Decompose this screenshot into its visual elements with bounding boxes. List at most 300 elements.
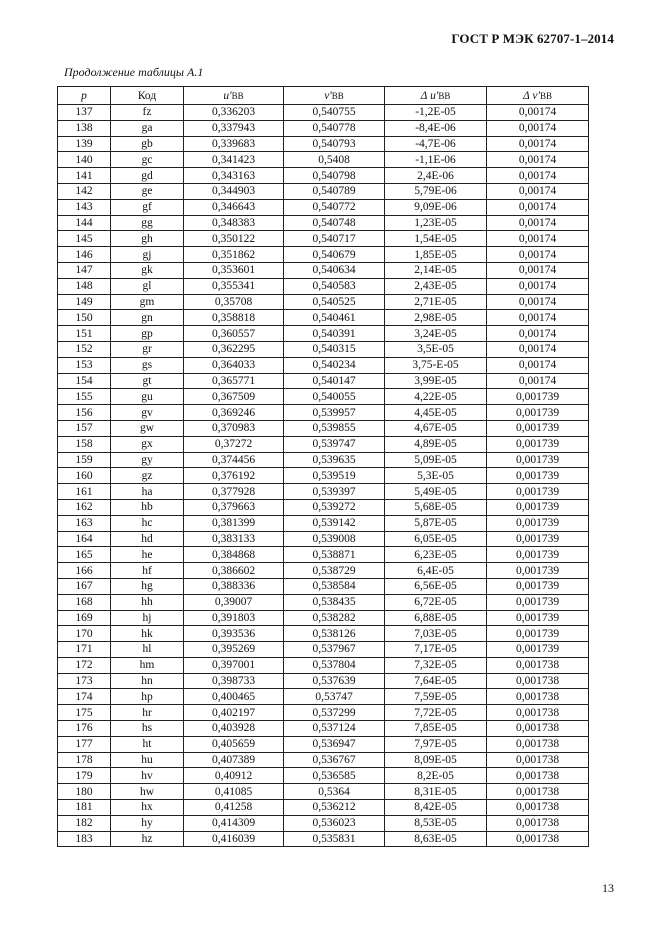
cell-u: 0,379663 [184, 499, 284, 515]
cell-v: 0,540315 [284, 341, 385, 357]
table-row [58, 183, 589, 199]
cell-delta-v: 0,001738 [487, 800, 589, 816]
cell-code: hu [111, 752, 184, 768]
table-row [58, 831, 589, 847]
cell-code: ht [111, 736, 184, 752]
table-row [58, 499, 589, 515]
cell-delta-v: 0,00174 [487, 168, 589, 184]
cell-p: 142 [58, 183, 111, 199]
cell-delta-u: 6,05E-05 [385, 531, 487, 547]
cell-delta-v: 0,00174 [487, 262, 589, 278]
table-row [58, 215, 589, 231]
cell-v: 0,540391 [284, 326, 385, 342]
cell-u: 0,346643 [184, 199, 284, 215]
table-row [58, 436, 589, 452]
cell-p: 167 [58, 578, 111, 594]
cell-p: 182 [58, 815, 111, 831]
cell-code: hb [111, 499, 184, 515]
cell-u: 0,376192 [184, 468, 284, 484]
cell-code: hf [111, 563, 184, 579]
cell-code: hs [111, 721, 184, 737]
cell-u: 0,384868 [184, 547, 284, 563]
table-row [58, 341, 589, 357]
cell-v: 0,538729 [284, 563, 385, 579]
cell-p: 164 [58, 531, 111, 547]
cell-v: 0,538282 [284, 610, 385, 626]
cell-v: 0,540717 [284, 231, 385, 247]
cell-p: 138 [58, 120, 111, 136]
cell-delta-v: 0,001739 [487, 515, 589, 531]
cell-v: 0,536023 [284, 815, 385, 831]
cell-v: 0,537804 [284, 657, 385, 673]
table-row [58, 247, 589, 263]
cell-v: 0,540679 [284, 247, 385, 263]
cell-delta-v: 0,001738 [487, 831, 589, 847]
cell-p: 157 [58, 420, 111, 436]
cell-delta-v: 0,00174 [487, 120, 589, 136]
col-header-u: u'BB [184, 87, 284, 105]
cell-p: 170 [58, 626, 111, 642]
cell-p: 149 [58, 294, 111, 310]
cell-u: 0,369246 [184, 405, 284, 421]
cell-delta-v: 0,00174 [487, 341, 589, 357]
cell-v: 0,540055 [284, 389, 385, 405]
cell-delta-u: 1,85E-05 [385, 247, 487, 263]
cell-code: hv [111, 768, 184, 784]
cell-delta-v: 0,00174 [487, 357, 589, 373]
cell-u: 0,351862 [184, 247, 284, 263]
cell-u: 0,358818 [184, 310, 284, 326]
cell-delta-u: -1,1E-06 [385, 152, 487, 168]
cell-p: 161 [58, 484, 111, 500]
cell-delta-u: -4,7E-06 [385, 136, 487, 152]
cell-u: 0,35708 [184, 294, 284, 310]
table-row [58, 262, 589, 278]
cell-delta-u: 3,24E-05 [385, 326, 487, 342]
cell-code: hk [111, 626, 184, 642]
table-row [58, 326, 589, 342]
cell-delta-u: 7,59E-05 [385, 689, 487, 705]
cell-v: 0,540789 [284, 183, 385, 199]
cell-delta-v: 0,00174 [487, 215, 589, 231]
cell-v: 0,539272 [284, 499, 385, 515]
table-row [58, 278, 589, 294]
cell-delta-u: 6,88E-05 [385, 610, 487, 626]
cell-u: 0,40912 [184, 768, 284, 784]
table-row [58, 800, 589, 816]
cell-u: 0,37272 [184, 436, 284, 452]
table-row [58, 531, 589, 547]
cell-v: 0,539142 [284, 515, 385, 531]
table-row [58, 310, 589, 326]
cell-v: 0,536212 [284, 800, 385, 816]
cell-p: 172 [58, 657, 111, 673]
cell-p: 145 [58, 231, 111, 247]
cell-code: gu [111, 389, 184, 405]
cell-delta-v: 0,001739 [487, 626, 589, 642]
cell-delta-v: 0,00174 [487, 231, 589, 247]
table-caption: Продолжение таблицы А.1 [64, 65, 204, 79]
cell-u: 0,402197 [184, 705, 284, 721]
cell-delta-v: 0,001739 [487, 452, 589, 468]
cell-v: 0,537639 [284, 673, 385, 689]
cell-v: 0,535831 [284, 831, 385, 847]
col-header-code: Код [111, 87, 184, 105]
cell-p: 151 [58, 326, 111, 342]
table-row [58, 547, 589, 563]
cell-u: 0,370983 [184, 420, 284, 436]
cell-delta-v: 0,00174 [487, 278, 589, 294]
cell-delta-u: 2,4E-06 [385, 168, 487, 184]
cell-delta-v: 0,001739 [487, 484, 589, 500]
cell-code: hy [111, 815, 184, 831]
cell-delta-v: 0,001738 [487, 657, 589, 673]
table-row [58, 563, 589, 579]
cell-v: 0,539855 [284, 420, 385, 436]
cell-delta-v: 0,001738 [487, 689, 589, 705]
cell-delta-u: 3,5E-05 [385, 341, 487, 357]
cell-u: 0,39007 [184, 594, 284, 610]
cell-v: 0,537299 [284, 705, 385, 721]
cell-delta-u: 6,23E-05 [385, 547, 487, 563]
cell-code: gf [111, 199, 184, 215]
cell-v: 0,539519 [284, 468, 385, 484]
cell-v: 0,537967 [284, 642, 385, 658]
cell-delta-u: 7,72E-05 [385, 705, 487, 721]
table-row [58, 389, 589, 405]
cell-v: 0,540583 [284, 278, 385, 294]
cell-delta-v: 0,00174 [487, 326, 589, 342]
cell-p: 166 [58, 563, 111, 579]
cell-delta-u: 8,09E-05 [385, 752, 487, 768]
cell-delta-u: 7,64E-05 [385, 673, 487, 689]
cell-delta-u: 2,71E-05 [385, 294, 487, 310]
cell-p: 160 [58, 468, 111, 484]
cell-u: 0,336203 [184, 105, 284, 121]
cell-v: 0,53747 [284, 689, 385, 705]
cell-v: 0,540147 [284, 373, 385, 389]
cell-code: gh [111, 231, 184, 247]
table-row [58, 515, 589, 531]
cell-p: 150 [58, 310, 111, 326]
cell-delta-u: 1,54E-05 [385, 231, 487, 247]
cell-v: 0,536947 [284, 736, 385, 752]
table-row [58, 357, 589, 373]
cell-u: 0,364033 [184, 357, 284, 373]
cell-delta-v: 0,00174 [487, 373, 589, 389]
cell-delta-v: 0,00174 [487, 152, 589, 168]
cell-u: 0,395269 [184, 642, 284, 658]
cell-p: 144 [58, 215, 111, 231]
cell-delta-v: 0,001739 [487, 578, 589, 594]
table-row [58, 152, 589, 168]
cell-delta-u: 3,75-E-05 [385, 357, 487, 373]
cell-v: 0,538126 [284, 626, 385, 642]
cell-p: 163 [58, 515, 111, 531]
cell-u: 0,350122 [184, 231, 284, 247]
cell-delta-u: 5,79E-06 [385, 183, 487, 199]
cell-p: 165 [58, 547, 111, 563]
cell-delta-v: 0,00174 [487, 183, 589, 199]
cell-code: hw [111, 784, 184, 800]
cell-code: hx [111, 800, 184, 816]
cell-delta-v: 0,00174 [487, 247, 589, 263]
cell-p: 162 [58, 499, 111, 515]
cell-delta-v: 0,001739 [487, 499, 589, 515]
cell-v: 0,540634 [284, 262, 385, 278]
table-row [58, 578, 589, 594]
cell-delta-u: 6,4E-05 [385, 563, 487, 579]
cell-delta-u: 5,87E-05 [385, 515, 487, 531]
cell-p: 147 [58, 262, 111, 278]
cell-delta-v: 0,001739 [487, 468, 589, 484]
cell-delta-u: 7,97E-05 [385, 736, 487, 752]
col-header-p: p [58, 87, 111, 105]
cell-delta-u: -8,4E-06 [385, 120, 487, 136]
cell-u: 0,344903 [184, 183, 284, 199]
cell-u: 0,355341 [184, 278, 284, 294]
cell-v: 0,539008 [284, 531, 385, 547]
cell-delta-u: 5,49E-05 [385, 484, 487, 500]
cell-code: gp [111, 326, 184, 342]
cell-v: 0,540755 [284, 105, 385, 121]
cell-u: 0,405659 [184, 736, 284, 752]
cell-p: 140 [58, 152, 111, 168]
cell-p: 137 [58, 105, 111, 121]
cell-code: hz [111, 831, 184, 847]
cell-code: gl [111, 278, 184, 294]
cell-v: 0,5408 [284, 152, 385, 168]
cell-delta-v: 0,001738 [487, 815, 589, 831]
cell-p: 177 [58, 736, 111, 752]
cell-code: hj [111, 610, 184, 626]
cell-delta-u: -1,2E-05 [385, 105, 487, 121]
cell-v: 0,536585 [284, 768, 385, 784]
cell-u: 0,414309 [184, 815, 284, 831]
cell-u: 0,374456 [184, 452, 284, 468]
table-row [58, 594, 589, 610]
cell-v: 0,540772 [284, 199, 385, 215]
table-row [58, 736, 589, 752]
cell-p: 148 [58, 278, 111, 294]
cell-delta-v: 0,00174 [487, 136, 589, 152]
cell-p: 158 [58, 436, 111, 452]
table-row [58, 815, 589, 831]
cell-code: he [111, 547, 184, 563]
cell-delta-u: 8,53E-05 [385, 815, 487, 831]
cell-code: ga [111, 120, 184, 136]
table-row [58, 673, 589, 689]
cell-delta-v: 0,001739 [487, 642, 589, 658]
table-row [58, 168, 589, 184]
cell-p: 171 [58, 642, 111, 658]
table-body [58, 105, 589, 847]
cell-delta-u: 7,17E-05 [385, 642, 487, 658]
cell-code: hg [111, 578, 184, 594]
cell-p: 168 [58, 594, 111, 610]
cell-code: hm [111, 657, 184, 673]
cell-delta-v: 0,001738 [487, 768, 589, 784]
cell-code: fz [111, 105, 184, 121]
cell-code: hl [111, 642, 184, 658]
cell-u: 0,391803 [184, 610, 284, 626]
cell-delta-u: 9,09E-06 [385, 199, 487, 215]
cell-p: 180 [58, 784, 111, 800]
page-number: 13 [602, 881, 614, 895]
cell-v: 0,539747 [284, 436, 385, 452]
cell-p: 159 [58, 452, 111, 468]
cell-delta-u: 1,23E-05 [385, 215, 487, 231]
cell-code: hr [111, 705, 184, 721]
cell-delta-v: 0,001739 [487, 563, 589, 579]
cell-u: 0,407389 [184, 752, 284, 768]
cell-delta-v: 0,001739 [487, 389, 589, 405]
cell-v: 0,539957 [284, 405, 385, 421]
cell-delta-u: 8,63E-05 [385, 831, 487, 847]
cell-code: ha [111, 484, 184, 500]
cell-delta-u: 6,56E-05 [385, 578, 487, 594]
cell-p: 174 [58, 689, 111, 705]
table-row [58, 105, 589, 121]
cell-delta-u: 8,31E-05 [385, 784, 487, 800]
table-row [58, 294, 589, 310]
table-row [58, 468, 589, 484]
cell-delta-v: 0,001739 [487, 436, 589, 452]
cell-u: 0,377928 [184, 484, 284, 500]
cell-v: 0,538435 [284, 594, 385, 610]
cell-v: 0,540793 [284, 136, 385, 152]
cell-v: 0,540778 [284, 120, 385, 136]
cell-delta-v: 0,001738 [487, 705, 589, 721]
cell-u: 0,400465 [184, 689, 284, 705]
cell-delta-u: 2,14E-05 [385, 262, 487, 278]
cell-delta-u: 5,3E-05 [385, 468, 487, 484]
cell-delta-u: 7,03E-05 [385, 626, 487, 642]
table-row [58, 642, 589, 658]
cell-code: hh [111, 594, 184, 610]
col-header-v: v'BB [284, 87, 385, 105]
cell-u: 0,381399 [184, 515, 284, 531]
cell-delta-u: 8,2E-05 [385, 768, 487, 784]
cell-delta-u: 3,99E-05 [385, 373, 487, 389]
cell-code: gx [111, 436, 184, 452]
cell-delta-v: 0,001738 [487, 721, 589, 737]
cell-p: 155 [58, 389, 111, 405]
document-standard-header: ГОСТ Р МЭК 62707-1–2014 [451, 31, 614, 46]
cell-delta-v: 0,00174 [487, 294, 589, 310]
table-row [58, 721, 589, 737]
cell-delta-v: 0,001739 [487, 531, 589, 547]
table-row [58, 484, 589, 500]
cell-u: 0,41085 [184, 784, 284, 800]
cell-delta-v: 0,001739 [487, 594, 589, 610]
col-header-delta-u: Δ u'BB [385, 87, 487, 105]
cell-p: 183 [58, 831, 111, 847]
cell-delta-v: 0,001739 [487, 420, 589, 436]
table-row [58, 610, 589, 626]
table-row [58, 136, 589, 152]
cell-delta-v: 0,001738 [487, 673, 589, 689]
data-table [57, 86, 589, 847]
cell-u: 0,337943 [184, 120, 284, 136]
cell-delta-v: 0,001739 [487, 405, 589, 421]
cell-code: gs [111, 357, 184, 373]
cell-v: 0,537124 [284, 721, 385, 737]
table-row [58, 689, 589, 705]
cell-u: 0,343163 [184, 168, 284, 184]
cell-code: gd [111, 168, 184, 184]
table-row [58, 231, 589, 247]
cell-u: 0,348383 [184, 215, 284, 231]
cell-code: gk [111, 262, 184, 278]
cell-delta-u: 4,22E-05 [385, 389, 487, 405]
cell-code: gg [111, 215, 184, 231]
cell-v: 0,5364 [284, 784, 385, 800]
cell-delta-u: 7,85E-05 [385, 721, 487, 737]
cell-delta-u: 5,68E-05 [385, 499, 487, 515]
table-row [58, 657, 589, 673]
cell-p: 176 [58, 721, 111, 737]
cell-u: 0,341423 [184, 152, 284, 168]
table-row [58, 705, 589, 721]
table-row [58, 768, 589, 784]
cell-v: 0,539635 [284, 452, 385, 468]
cell-code: gy [111, 452, 184, 468]
cell-u: 0,388336 [184, 578, 284, 594]
cell-v: 0,538584 [284, 578, 385, 594]
cell-u: 0,367509 [184, 389, 284, 405]
cell-delta-v: 0,001739 [487, 610, 589, 626]
cell-delta-u: 2,43E-05 [385, 278, 487, 294]
cell-delta-u: 6,72E-05 [385, 594, 487, 610]
cell-u: 0,398733 [184, 673, 284, 689]
cell-code: gv [111, 405, 184, 421]
cell-u: 0,339683 [184, 136, 284, 152]
cell-delta-v: 0,001739 [487, 547, 589, 563]
cell-p: 139 [58, 136, 111, 152]
cell-code: hp [111, 689, 184, 705]
cell-u: 0,386602 [184, 563, 284, 579]
cell-p: 178 [58, 752, 111, 768]
cell-p: 141 [58, 168, 111, 184]
cell-p: 179 [58, 768, 111, 784]
cell-v: 0,536767 [284, 752, 385, 768]
cell-code: hd [111, 531, 184, 547]
cell-delta-v: 0,00174 [487, 310, 589, 326]
cell-delta-v: 0,00174 [487, 199, 589, 215]
cell-code: ge [111, 183, 184, 199]
cell-v: 0,540461 [284, 310, 385, 326]
cell-v: 0,539397 [284, 484, 385, 500]
cell-v: 0,540798 [284, 168, 385, 184]
cell-code: gb [111, 136, 184, 152]
cell-delta-v: 0,001738 [487, 784, 589, 800]
cell-delta-u: 7,32E-05 [385, 657, 487, 673]
table-row [58, 626, 589, 642]
cell-p: 143 [58, 199, 111, 215]
cell-u: 0,360557 [184, 326, 284, 342]
cell-code: gt [111, 373, 184, 389]
cell-p: 169 [58, 610, 111, 626]
table-row [58, 199, 589, 215]
cell-p: 154 [58, 373, 111, 389]
cell-u: 0,365771 [184, 373, 284, 389]
cell-u: 0,416039 [184, 831, 284, 847]
cell-u: 0,397001 [184, 657, 284, 673]
cell-code: gr [111, 341, 184, 357]
cell-delta-v: 0,001738 [487, 736, 589, 752]
cell-v: 0,540748 [284, 215, 385, 231]
